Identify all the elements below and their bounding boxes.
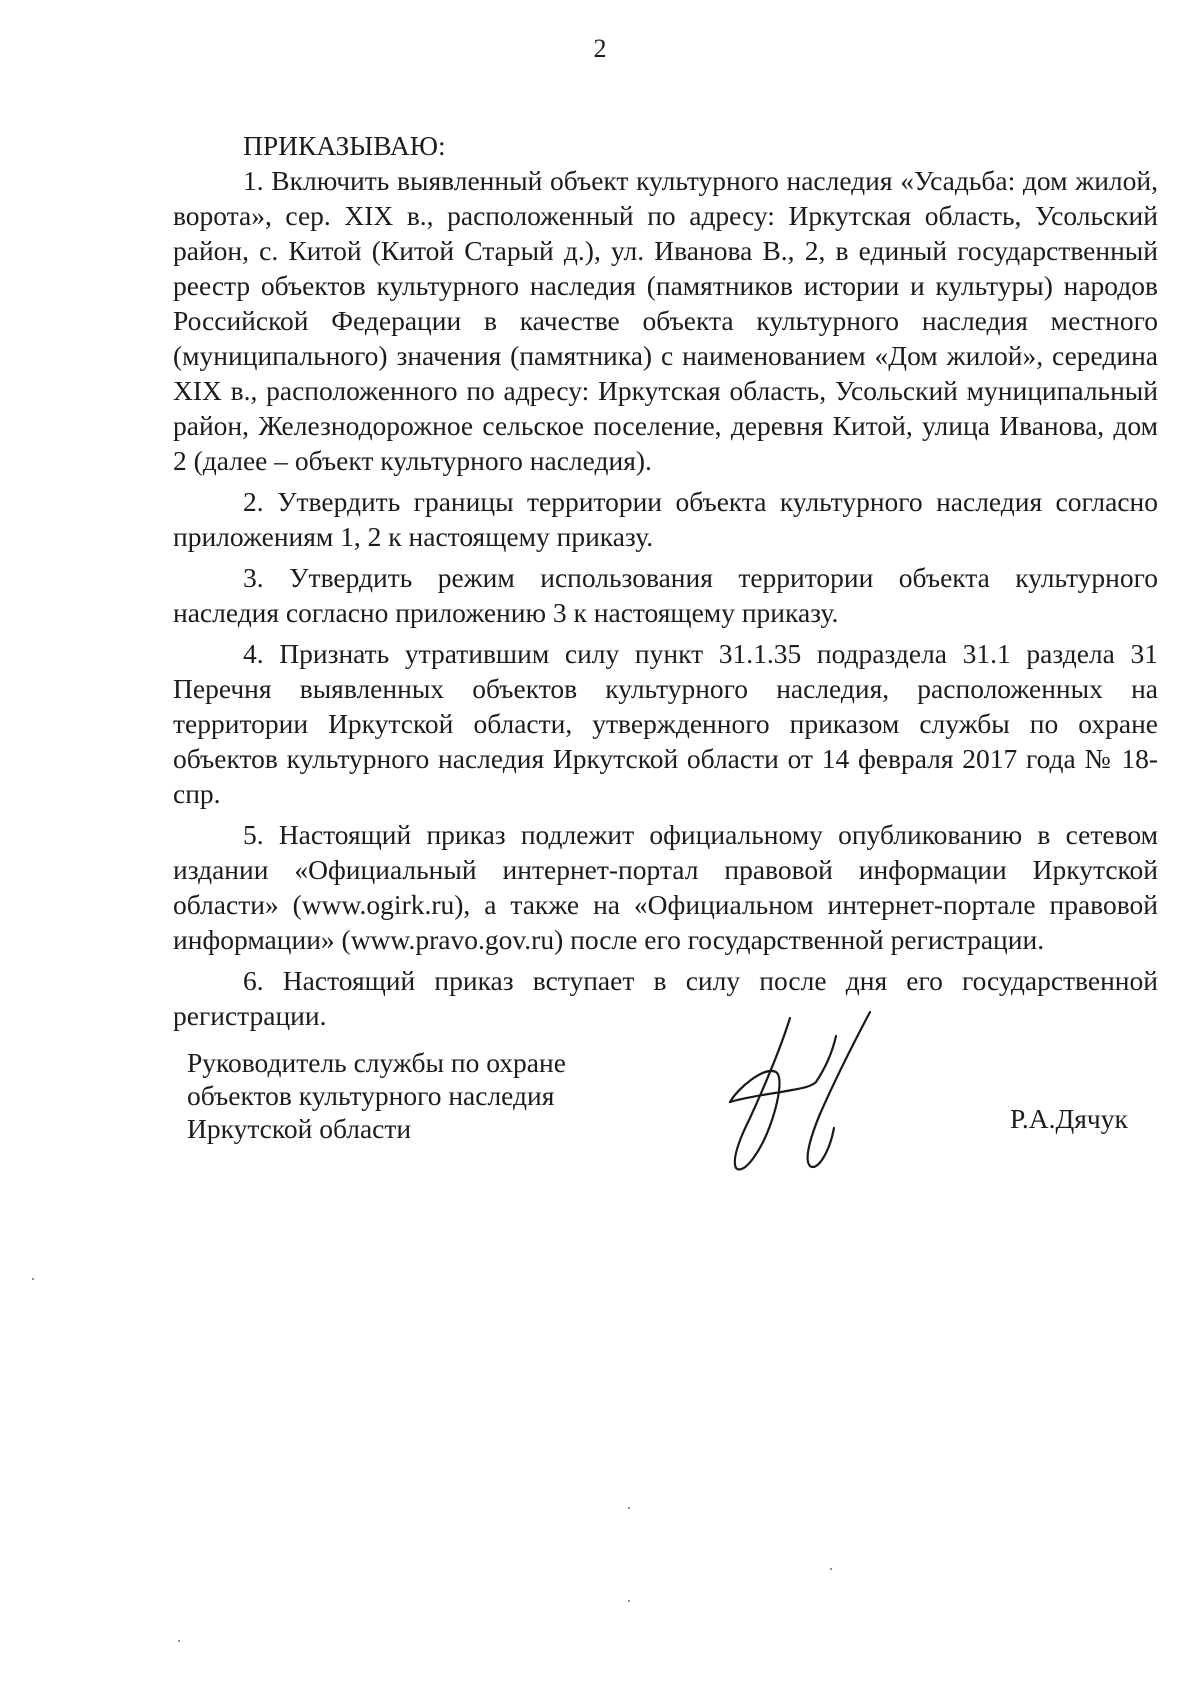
- page-number: 2: [593, 34, 607, 63]
- signatory-position-line-2: объектов культурного наследия: [187, 1080, 555, 1111]
- scan-speck: [178, 1640, 180, 1642]
- scan-speck: [628, 1600, 630, 1602]
- order-clause-6: 6. Настоящий приказ вступает в силу после дня его государственной регистрации.: [173, 965, 1158, 1031]
- order-heading: ПРИКАЗЫВАЮ:: [243, 130, 446, 161]
- scan-speck: [830, 1568, 832, 1570]
- signatory-position: [187, 1046, 566, 1145]
- order-clause-3: 3. Утвердить режим использования территории объекта культурного наследия согласно приложению 3 к настоящему приказу.: [173, 562, 1158, 628]
- order-clause-1: 1. Включить выявленный объект культурного наследия «Усадьба: дом жилой, ворота», сер. XIX в., расположенный по адресу: Иркутская область, Усольский район, с. Китой (Китой Старый д.), ул. Иванова В., 2, в единый государственный реестр объектов культурного наследия (памятников истории и культуры) народов Российской Федерации в качестве объекта культурного наследия местного (муниципального) значения (памятника) с наименованием «Дом жилой», середина XIX в., расположенного по адресу: Иркутская область, Усольский муниципальный район, Железнодорожное сельское поселение, деревня Китой, улица Иванова, дом 2 (далее – объект культурного наследия).: [173, 165, 1158, 476]
- signatory-name: Р.А.Дячук: [1010, 1103, 1128, 1134]
- order-clause-4: 4. Признать утратившим силу пункт 31.1.35 подраздела 31.1 раздела 31 Перечня выявленных объектов культурного наследия, расположенных на территории Иркутской области, утвержденного приказом службы по охране объектов культурного наследия Иркутской области от 14 февраля 2017 года № 18-спр.: [173, 638, 1158, 809]
- signatory-position-line-1: Руководитель службы по охране: [187, 1047, 566, 1078]
- signatory-position-line-3: Иркутской области: [187, 1113, 412, 1144]
- order-body: [173, 128, 1158, 1039]
- order-clause-2: 2. Утвердить границы территории объекта культурного наследия согласно приложениям 1, 2 к настоящему приказу.: [173, 486, 1158, 552]
- scan-speck: [628, 1507, 630, 1509]
- handwritten-signature: [720, 1010, 890, 1175]
- order-clause-5: 5. Настоящий приказ подлежит официальному опубликованию в сетевом издании «Официальный интернет-портал правовой информации Иркутской области» (www.ogirk.ru), а также на «Официальном интернет-портале правовой информации» (www.pravo.gov.ru) после его государственной регистрации.: [173, 819, 1158, 955]
- scan-speck: [32, 1278, 34, 1280]
